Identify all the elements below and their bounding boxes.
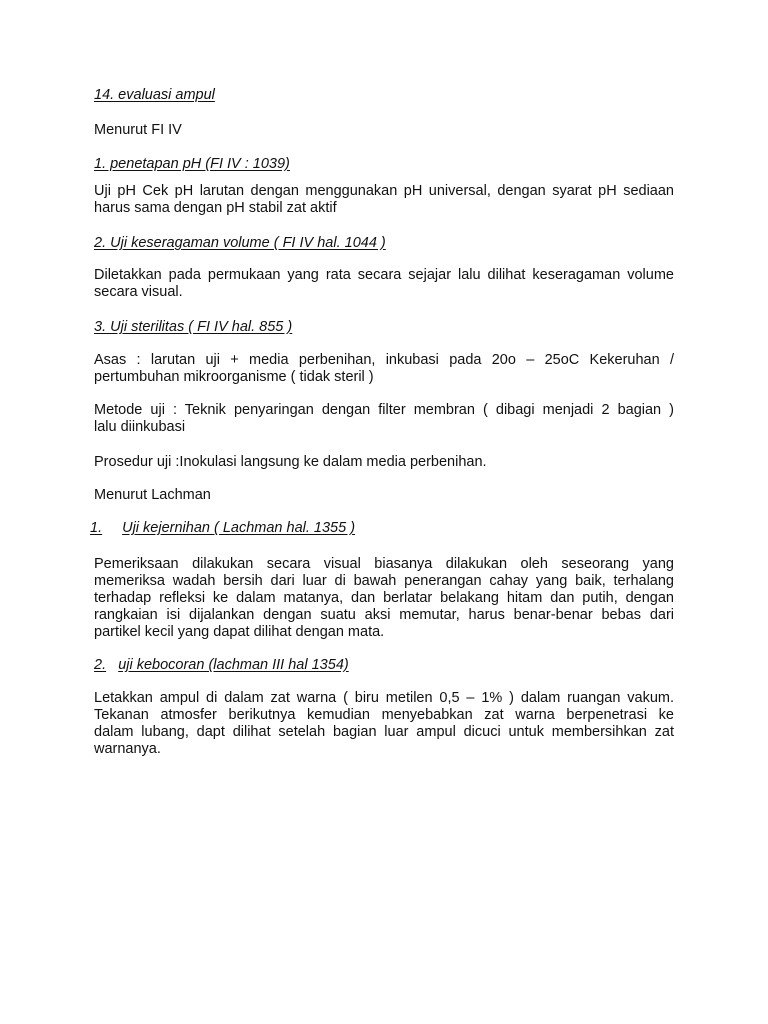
heading-text: uji kebocoran (lachman III hal 1354) [118, 657, 349, 673]
paragraph-line: secara visual. [94, 284, 183, 300]
paragraph-kejernihan [94, 556, 674, 641]
paragraph-volume [94, 267, 674, 301]
paragraph-metode [94, 402, 674, 436]
paragraph-line: Metode uji : Teknik penyaringan dengan filter membran ( dibagi menjadi 2 bagian ) [94, 402, 674, 418]
paragraph-line: rangkaian isi dijalankan dengan suatu aksi memutar, harus benar-benar bebas dari [94, 607, 674, 623]
heading-sterilitas: 3. Uji sterilitas ( FI IV hal. 855 ) [94, 319, 293, 335]
paragraph-line: Diletakkan pada permukaan yang rata secara sejajar lalu dilihat keseragaman volume [94, 267, 674, 283]
paragraph-line: partikel kecil yang dapat dilihat dengan mata. [94, 624, 385, 640]
paragraph-line: memeriksa wadah bersih dari luar di bawah penerangan cahay yang baik, terhalang [94, 573, 674, 589]
paragraph-line: warnanya. [94, 741, 161, 757]
paragraph-line: Tekanan atmosfer berikutnya kemudian menyebabkan zat warna berpenetrasi ke [94, 707, 674, 723]
heading-number: 1. [90, 520, 103, 536]
paragraph-line: terhadap refleksi ke dalam matanya, dan berlatar belakang hitam dan putih, dengan [94, 590, 674, 606]
paragraph-line: Uji pH Cek pH larutan dengan menggunakan pH universal, dengan syarat pH sediaan [94, 183, 674, 199]
paragraph-line: lalu diinkubasi [94, 419, 186, 435]
paragraph-kebocoran [94, 690, 674, 758]
paragraph-line: harus sama dengan pH stabil zat aktif [94, 200, 337, 216]
section-heading-lachman: Menurut Lachman [94, 487, 211, 503]
paragraph-line: pertumbuhan mikroorganisme ( tidak steril ) [94, 369, 374, 385]
heading-kebocoran [94, 657, 349, 674]
paragraph-line: Pemeriksaan dilakukan secara visual biasanya dilakukan oleh seseorang yang [94, 556, 674, 572]
heading-ph: 1. penetapan pH (FI IV : 1039) [94, 156, 290, 172]
section-heading-fi: Menurut FI IV [94, 122, 182, 138]
paragraph-prosedur: Prosedur uji :Inokulasi langsung ke dalam media perbenihan. [94, 454, 487, 470]
paragraph-asas [94, 352, 674, 386]
heading-number: 2. [94, 657, 107, 673]
paragraph-ph [94, 183, 674, 217]
heading-text: Uji kejernihan ( Lachman hal. 1355 ) [122, 520, 356, 536]
paragraph-line: dalam lubang, dapt dilihat setelah bagian luar ampul dicuci untuk membersihkan zat [94, 724, 674, 740]
paragraph-line: Letakkan ampul di dalam zat warna ( biru metilen 0,5 – 1% ) dalam ruangan vakum. [94, 690, 674, 706]
heading-kejernihan [90, 520, 355, 537]
heading-volume: 2. Uji keseragaman volume ( FI IV hal. 1044 ) [94, 235, 386, 251]
document-title: 14. evaluasi ampul [94, 87, 215, 103]
paragraph-line: Asas : larutan uji + media perbenihan, inkubasi pada 20o – 25oC Kekeruhan / [94, 352, 674, 368]
